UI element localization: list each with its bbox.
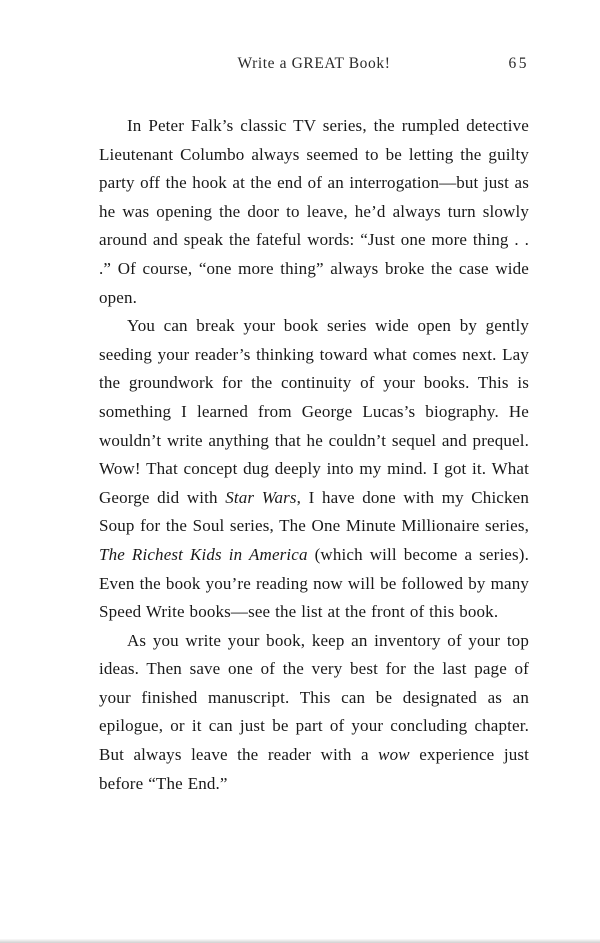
body-text: As you write your book, keep an inventory of your top ideas. Then save one of the very best for the last page of your finished manuscript. This can be designated as an epilogue, or it can just be part of your concluding chapter. But always leave the reader with a [99,630,529,765]
italic-text: Star Wars [225,487,297,507]
body-text: experience just before “The End.” [99,745,530,793]
page-number: 65 [508,55,529,72]
running-head [99,55,529,77]
page-edge [0,939,600,943]
body-text: , I have done with my Chicken Soup for the Soul series, The One Minute Millionaire series, [99,487,530,536]
page-body [99,112,529,798]
paragraph [99,112,529,312]
text-column [99,0,529,798]
paragraph [99,312,529,627]
body-text: In Peter Falk’s classic TV series, the rumpled detective Lieutenant Columbo always seemed to be letting the guilty party off the hook at the end of an interrogation—but just as he was opening the door to leave, he’d always turn slowly around and speak the fateful words: “Just one more thing . . .” Of course, “one more thing” always broke the case wide open. [99,116,529,307]
italic-text: The Richest Kids in America [99,544,308,564]
body-text: (which will become a series). Even the book you’re reading now will be followed by many Speed Write books—see the list at the front of this book. [99,544,529,622]
page-title: Write a GREAT Book! [237,55,391,72]
body-text: You can break your book series wide open by gently seeding your reader’s thinking toward what comes next. Lay the groundwork for the continuity of your books. This is something I learned from George Lucas’s biography. He wouldn’t write anything that he couldn’t sequel and prequel. Wow! That concept dug deeply into my mind. I got it. What George did with [99,316,529,507]
italic-text: wow [378,745,410,765]
paragraph [99,627,529,799]
